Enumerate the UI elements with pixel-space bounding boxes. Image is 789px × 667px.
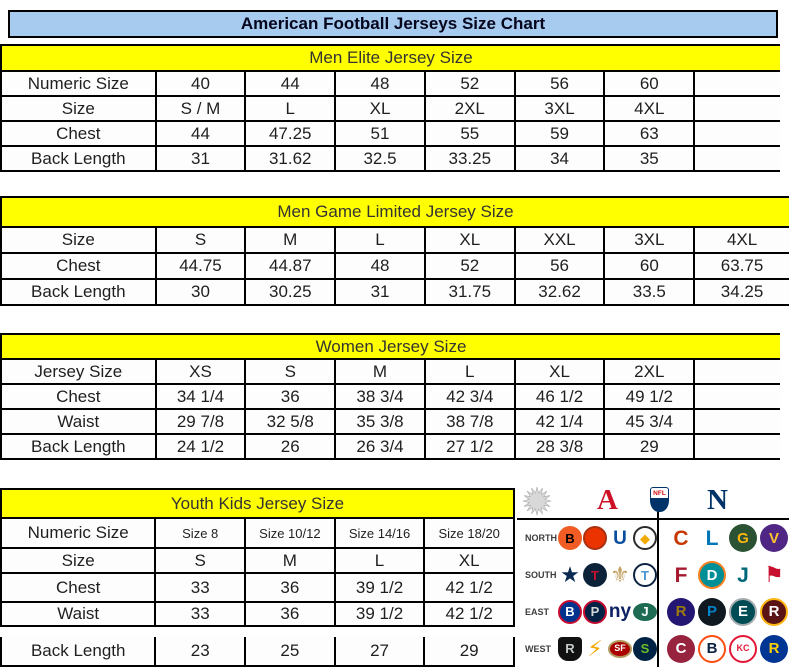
size-value-cell: 28 3/8 [516, 435, 606, 458]
table-row [0, 147, 780, 172]
division-rows [517, 520, 789, 667]
row-label-cell: Back Length [2, 637, 156, 665]
size-value-cell: 42 1/2 [425, 603, 515, 625]
team-logo-panthers: P [698, 598, 726, 626]
size-value-cell [695, 147, 780, 170]
size-value-cell: 30 [157, 280, 247, 304]
team-logo-jets: J [633, 603, 657, 621]
team-logo-browns [583, 526, 607, 550]
size-value-cell: 42 1/2 [425, 574, 515, 601]
afc-team-group [558, 563, 657, 587]
team-logo-bills: B [558, 600, 582, 624]
row-label-cell: Back Length [2, 280, 157, 304]
size-value-cell: 29 [425, 637, 515, 665]
size-value-cell: 32 5/8 [246, 410, 336, 433]
size-value-cell: 44.75 [157, 254, 247, 278]
size-value-cell [695, 435, 780, 458]
team-logo-broncos: B [698, 635, 726, 663]
size-value-cell: 44 [246, 72, 336, 95]
division-row-west [517, 630, 789, 667]
size-value-cell: 30.25 [246, 280, 336, 304]
size-value-cell [695, 385, 780, 408]
size-value-cell: 44.87 [246, 254, 336, 278]
size-value-cell: 29 [605, 435, 695, 458]
team-logo-buccaneers: ⚑ [764, 562, 784, 588]
size-value-cell: S [156, 549, 246, 572]
team-logo-raiders: R [558, 637, 582, 661]
team-logo-49ers: SF [608, 640, 632, 658]
size-value-cell: 32.62 [516, 280, 606, 304]
team-logo-bengals: B [558, 526, 582, 550]
table-body [0, 228, 789, 306]
nfl-shield-icon: NFL [650, 487, 669, 512]
size-value-cell: 51 [336, 122, 426, 145]
size-value-cell: 33.5 [605, 280, 695, 304]
row-label-cell: Size [2, 97, 157, 120]
size-value-cell: 38 3/4 [336, 385, 426, 408]
size-value-cell: 42 1/4 [516, 410, 606, 433]
size-value-cell: 3XL [605, 228, 695, 252]
size-value-cell: 56 [516, 254, 606, 278]
size-value-cell: S [157, 228, 247, 252]
size-value-cell: Size 18/20 [425, 519, 515, 547]
table-body [0, 360, 780, 460]
team-logo-eagles: E [729, 598, 757, 626]
size-value-cell: 60 [605, 254, 695, 278]
size-value-cell [695, 72, 780, 95]
size-value-cell: 33.25 [426, 147, 516, 170]
division-label: SOUTH [525, 570, 557, 581]
table-row [0, 549, 515, 574]
table-row [0, 603, 515, 627]
size-value-cell: 52 [426, 254, 516, 278]
size-value-cell: XL [425, 549, 515, 572]
team-logo-jaguars: J [737, 563, 749, 587]
size-value-cell: 55 [426, 122, 516, 145]
table-row [0, 360, 780, 385]
conference-divider [657, 488, 659, 667]
size-value-cell: L [426, 360, 516, 383]
size-value-cell: 31 [157, 147, 247, 170]
team-logo-chiefs: KC [729, 635, 757, 663]
team-logo-seahawks: S [633, 637, 657, 661]
table-row [0, 280, 789, 306]
size-value-cell: 59 [516, 122, 606, 145]
women-table [0, 333, 780, 460]
size-value-cell: 42 3/4 [426, 385, 516, 408]
table-row [0, 97, 780, 122]
page-title: American Football Jerseys Size Chart [8, 10, 778, 38]
size-value-cell: M [246, 549, 336, 572]
size-value-cell: 33 [156, 574, 246, 601]
size-value-cell [695, 97, 780, 120]
size-value-cell: 36 [246, 603, 336, 625]
size-value-cell [695, 360, 780, 383]
size-value-cell: Size 14/16 [336, 519, 426, 547]
size-value-cell: 2XL [426, 97, 516, 120]
table-row [0, 574, 515, 603]
team-logo-saints: ⚜ [610, 562, 630, 588]
size-value-cell: 2XL [605, 360, 695, 383]
size-value-cell: 49 1/2 [605, 385, 695, 408]
size-value-cell: 31 [336, 280, 426, 304]
size-value-cell: S [246, 360, 336, 383]
row-label-cell: Numeric Size [2, 72, 157, 95]
team-logo-giants: ny [608, 601, 632, 623]
team-logo-packers: G [729, 524, 757, 552]
table-header: Youth Kids Jersey Size [0, 488, 515, 519]
nfl-teams-panel [517, 483, 789, 667]
table-header: Men Game Limited Jersey Size [0, 196, 789, 228]
row-label-cell: Jersey Size [2, 360, 157, 383]
team-logo-redskins: R [760, 598, 788, 626]
table-row [0, 637, 515, 667]
table-body [0, 72, 780, 172]
team-logo-rams: R [760, 635, 788, 663]
team-logo-chargers: ⚡ [587, 635, 603, 661]
size-value-cell: 25 [246, 637, 336, 665]
size-value-cell: 60 [605, 72, 695, 95]
size-value-cell: 33 [156, 603, 246, 625]
size-value-cell: 48 [336, 254, 426, 278]
size-value-cell: 4XL [605, 97, 695, 120]
size-value-cell: 26 3/4 [336, 435, 426, 458]
size-value-cell: Size 8 [156, 519, 246, 547]
division-label: WEST [525, 643, 551, 654]
table-row [0, 385, 780, 410]
size-value-cell: 35 [605, 147, 695, 170]
nfc-logo-icon: N [707, 484, 728, 516]
team-logo-texans: T [583, 563, 607, 587]
team-logo-lions: L [705, 526, 719, 550]
size-value-cell: 29 7/8 [157, 410, 247, 433]
size-value-cell: 4XL [726, 230, 758, 249]
team-logo-bears: C [673, 526, 689, 550]
team-logo-cowboys: ★ [560, 562, 580, 588]
youth-kids-table [0, 488, 515, 667]
size-value-cell: 31.75 [426, 280, 516, 304]
table-row [0, 435, 780, 460]
table-row [0, 122, 780, 147]
table-row [0, 254, 789, 280]
size-value-cell: 26 [246, 435, 336, 458]
team-logo-cardinals: C [667, 635, 695, 663]
nfc-team-group [667, 635, 788, 663]
size-value-cell: XL [426, 228, 516, 252]
size-value-cell: 56 [516, 72, 606, 95]
size-value-cell: M [336, 360, 426, 383]
row-label-cell: Chest [2, 122, 157, 145]
table-row [0, 72, 780, 97]
size-value-cell: 48 [336, 72, 426, 95]
size-value-cell: 63.75 [720, 256, 764, 275]
row-label-cell: Size [2, 549, 156, 572]
division-label: NORTH [525, 533, 557, 544]
size-value-cell: 27 [336, 637, 426, 665]
size-value-cell: 36 [246, 574, 336, 601]
row-label-cell: Chest [2, 385, 157, 408]
size-value-cell [695, 410, 780, 433]
size-value-cell: 36 [246, 385, 336, 408]
row-label-cell: Numeric Size [2, 519, 156, 547]
afc-logo-icon: A [597, 484, 618, 516]
men-elite-table [0, 44, 780, 172]
nfc-team-group [667, 524, 788, 552]
team-logo-vikings: V [760, 524, 788, 552]
size-value-cell: 31.62 [246, 147, 336, 170]
size-value-cell: 63 [605, 122, 695, 145]
table-body [0, 519, 515, 667]
size-value-cell: S / M [157, 97, 247, 120]
conference-header-row [517, 483, 789, 520]
size-value-cell: 27 1/2 [426, 435, 516, 458]
size-value-cell: L [336, 228, 426, 252]
size-value-cell: 34.25 [720, 282, 764, 301]
afc-team-group [558, 600, 657, 624]
size-value-cell: 40 [157, 72, 247, 95]
size-value-cell [695, 122, 780, 145]
size-value-cell: XS [157, 360, 247, 383]
size-value-cell: 44 [157, 122, 247, 145]
size-value-cell: 38 7/8 [426, 410, 516, 433]
table-row [0, 410, 780, 435]
starburst-icon [522, 486, 552, 516]
team-logo-colts: U [613, 527, 627, 549]
nfc-team-group [667, 561, 788, 589]
size-value-cell: 47.25 [246, 122, 336, 145]
size-value-cell: L [246, 97, 336, 120]
row-label-cell: Waist [2, 410, 157, 433]
size-value-cell: 39 1/2 [336, 603, 426, 625]
size-value-cell: 39 1/2 [336, 574, 426, 601]
size-value-cell: 46 1/2 [516, 385, 606, 408]
row-label-cell: Chest [2, 254, 157, 278]
division-label: EAST [525, 606, 550, 617]
division-row-south [517, 557, 789, 594]
size-value-cell: M [246, 228, 336, 252]
row-label-cell: Size [2, 228, 157, 252]
men-game-limited-table [0, 196, 789, 306]
size-value-cell: 3XL [516, 97, 606, 120]
size-value-cell: 35 3/8 [336, 410, 426, 433]
team-logo-steelers: ◆ [633, 526, 657, 550]
team-logo-titans: T [633, 563, 657, 587]
size-value-cell: 34 1/4 [157, 385, 247, 408]
size-value-cell: 45 3/4 [605, 410, 695, 433]
row-label-cell: Back Length [2, 147, 157, 170]
nfc-team-group [667, 598, 788, 626]
team-logo-falcons: F [674, 563, 688, 587]
size-value-cell: 32.5 [336, 147, 426, 170]
division-row-east [517, 594, 789, 631]
size-value-cell: L [336, 549, 426, 572]
afc-team-group [558, 637, 657, 661]
table-header: Women Jersey Size [0, 333, 780, 360]
division-row-north [517, 520, 789, 557]
row-label-cell: Waist [2, 603, 156, 625]
size-value-cell: XL [336, 97, 426, 120]
table-row [0, 228, 789, 254]
row-label-cell: Back Length [2, 435, 157, 458]
size-value-cell: XL [516, 360, 606, 383]
size-value-cell: 23 [156, 637, 246, 665]
team-logo-patriots: P [583, 600, 607, 624]
size-value-cell: 52 [426, 72, 516, 95]
afc-team-group [558, 526, 657, 550]
table-row [0, 519, 515, 549]
team-logo-ravens: R [667, 598, 695, 626]
team-logo-dolphins: D [698, 561, 726, 589]
size-value-cell: XXL [516, 228, 606, 252]
size-value-cell: Size 10/12 [246, 519, 336, 547]
table-header: Men Elite Jersey Size [0, 44, 780, 72]
size-value-cell: 24 1/2 [157, 435, 247, 458]
row-label-cell: Chest [2, 574, 156, 601]
size-value-cell: 34 [516, 147, 606, 170]
